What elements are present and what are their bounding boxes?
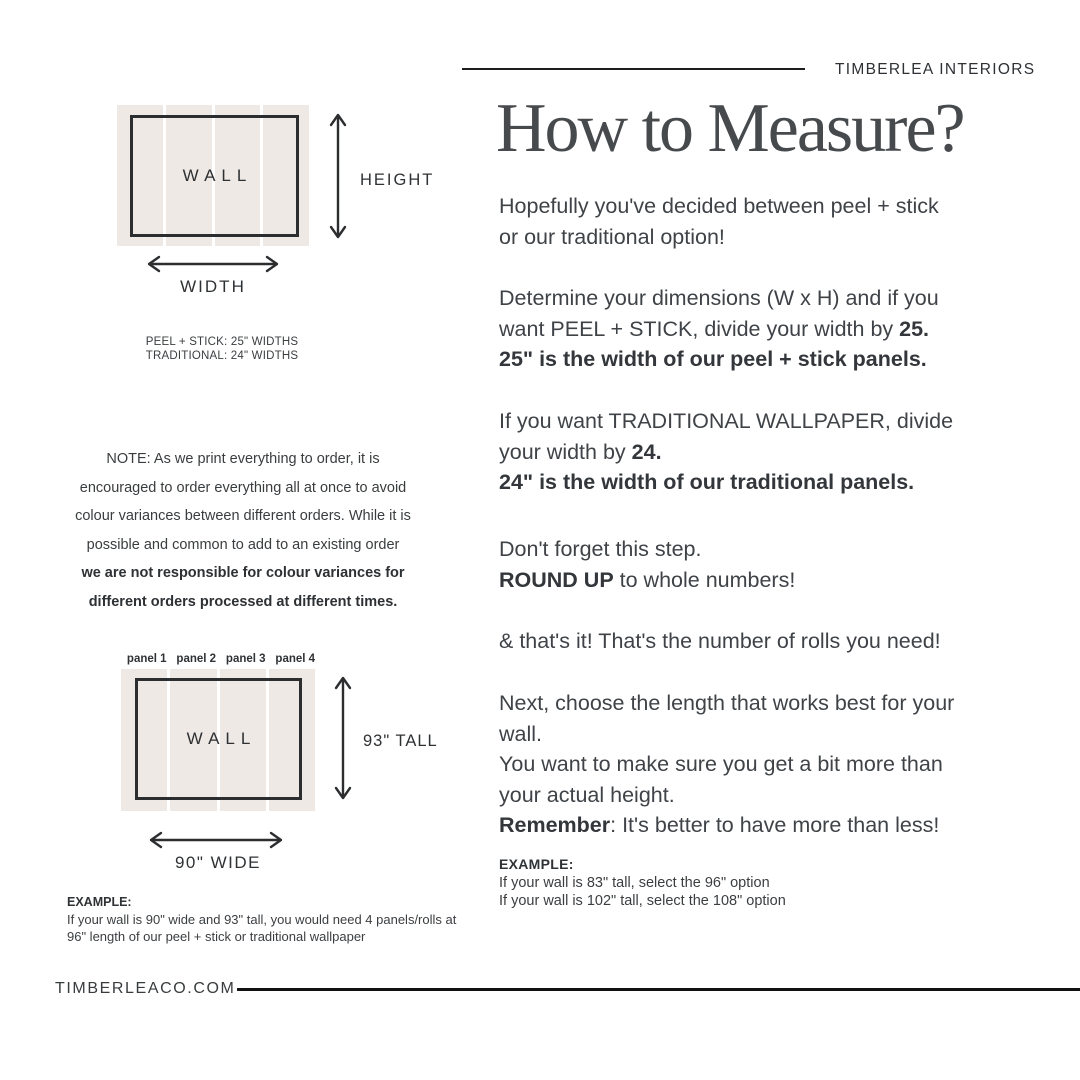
wall-diagram-2-outline (135, 678, 302, 800)
length-line-4: your actual height. (499, 782, 675, 807)
remember-emphasis: Remember (499, 813, 611, 837)
example-right-line-2: If your wall is 102" tall, select the 108" option (499, 893, 786, 909)
example-left-line-2: 96" length of our peel + stick or traditional wallpaper (67, 929, 366, 944)
paragraph-length (499, 688, 1059, 841)
example-left-block (67, 894, 456, 945)
panel-number-labels (122, 653, 320, 665)
panel-width-captions (62, 336, 382, 363)
example-left-line-1: If your wall is 90" wide and 93" tall, you would need 4 panels/rolls at (67, 912, 457, 927)
header-divider-line (462, 68, 805, 70)
wide-arrow-icon (148, 829, 284, 851)
tall-arrow-icon (331, 675, 355, 801)
peel-stick-line-2: want PEEL + STICK, divide your width by (499, 316, 900, 341)
peel-stick-line-1: Determine your dimensions (W x H) and if you (499, 286, 939, 310)
panel-1-label: panel 1 (126, 653, 167, 665)
example-left-title: EXAMPLE: (67, 895, 132, 909)
paragraph-thats-it: & that's it! That's the number of rolls you need! (499, 629, 941, 653)
footer-divider-line (237, 988, 1080, 991)
width-arrow-icon (146, 253, 280, 275)
note-bold-line-2: different orders processed at different times. (88, 593, 398, 610)
length-line-1: Next, choose the length that works best for your (499, 691, 955, 715)
note-bold-line-1: we are not responsible for colour variances for (81, 565, 405, 581)
example-right-title: EXAMPLE: (499, 856, 574, 872)
wall-diagram-1-label: WALL (182, 166, 253, 185)
panel-2-label: panel 2 (176, 653, 217, 665)
traditional-line-2: your width by (499, 439, 632, 464)
paragraph-round-up (499, 534, 1059, 595)
round-up-emphasis: ROUND UP (499, 567, 614, 592)
note-line-2: encouraged to order everything all at once to avoid (79, 479, 407, 496)
paragraph-peel-stick (499, 283, 1059, 375)
panel-4-label: panel 4 (275, 653, 316, 665)
round-up-line-1: Don't forget this step. (499, 537, 702, 561)
example-right-line-1: If your wall is 83" tall, select the 96" option (499, 875, 770, 891)
peel-stick-divisor: 25. (899, 316, 930, 341)
paragraph-traditional (499, 406, 1059, 498)
traditional-width-note: 24" is the width of our traditional panels. (499, 470, 915, 494)
page-title: How to Measure? (496, 90, 964, 167)
intro-line-2: or our traditional option! (499, 224, 725, 249)
peel-stick-width-note: 25" is the width of our peel + stick panels. (499, 347, 927, 371)
footer-website: TIMBERLEACO.COM (55, 980, 236, 997)
remember-rest: : It's better to have more than less! (610, 813, 940, 837)
height-dimension-label: HEIGHT (360, 171, 435, 189)
length-line-2: wall. (499, 721, 543, 746)
panel-3-label: panel 3 (225, 653, 266, 665)
wall-diagram-1-outline (130, 115, 299, 237)
wall-diagram-2-label: WALL (186, 729, 257, 748)
brand-header: TIMBERLEA INTERIORS (835, 61, 1036, 78)
peel-stick-widths-caption: PEEL + STICK: 25" WIDTHS (145, 336, 299, 348)
colour-variance-note (43, 445, 443, 616)
tall-dimension-label: 93" TALL (363, 732, 438, 750)
round-up-rest: to whole numbers! (613, 567, 796, 592)
note-line-3: colour variances between different orders. While it is (75, 508, 411, 524)
note-line-4: possible and common to add to an existing order (86, 536, 400, 553)
example-right-block (499, 855, 786, 910)
height-arrow-icon (326, 112, 350, 240)
paragraph-intro (499, 191, 1059, 252)
note-line-1: NOTE: As we print everything to order, it is (106, 451, 380, 467)
traditional-line-1: If you want TRADITIONAL WALLPAPER, divide (499, 409, 954, 433)
length-line-3: You want to make sure you get a bit more than (499, 752, 943, 776)
width-dimension-label: WIDTH (180, 277, 246, 296)
intro-line-1: Hopefully you've decided between peel + stick (499, 194, 939, 218)
wide-dimension-label: 90" WIDE (174, 853, 262, 872)
traditional-divisor: 24. (631, 439, 662, 464)
traditional-widths-caption: TRADITIONAL: 24" WIDTHS (145, 349, 299, 362)
